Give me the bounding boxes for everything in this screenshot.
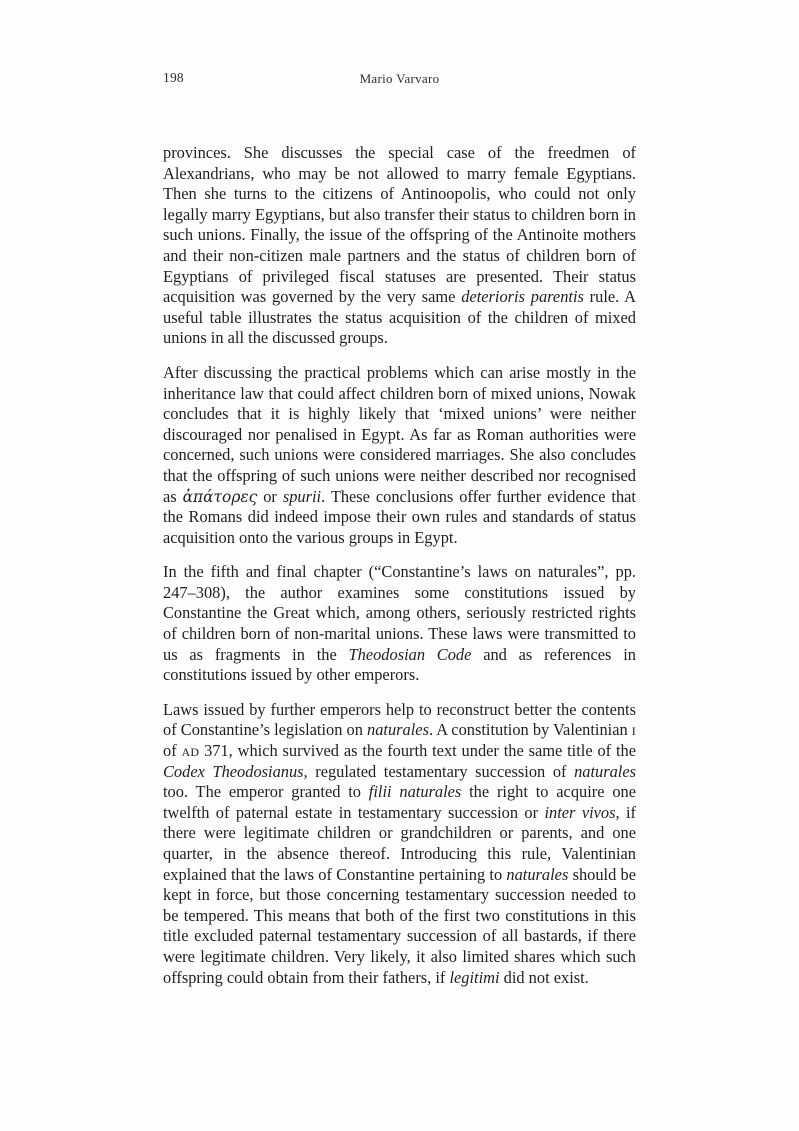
text-run: too. The emperor granted to [163,782,369,802]
paragraph [163,143,636,349]
text-run: provinces. She discusses the special case of the freedmen of Alexandrians, who may be not allowed to marry female Egyptians. Then she turns to the citizens of Antinoopolis, who could not only legally marry Egyptians, but also transfer their status to children born in such unions. Finally, the issue of the offspring of the Antinoite mothers and their non-citizen male partners and the status of children born of Egyptians of privileged fiscal statuses are presented. Their status acquisition was governed by the very same [163,143,636,307]
text-run: Laws issued by further emperors help to reconstruct better the contents of Constantine’s legislation on [163,699,636,740]
italic-term: Codex Theodosianus [163,761,304,781]
text-run: did not exist. [499,967,589,987]
text-run: the right to acquire one twelfth of paternal estate in testamentary succession or [163,782,636,822]
paragraph [163,562,636,686]
text-run: and as references in constitutions issued by other emperors. [163,644,636,685]
greek-term: ἀπάτορες [182,487,258,506]
text-run: , regulated testamentary succession of [303,761,575,781]
italic-term: spurii [282,486,322,506]
italic-term: naturales [367,720,429,740]
text-run: or [257,486,283,506]
running-head [163,70,636,90]
page-number: 198 [163,70,184,85]
paragraph [163,363,636,548]
italic-term: legitimi [449,967,500,987]
text-run: In the fifth and final chapter (“Constantine’s laws on naturales”, pp. 247–308), the author examines some constitutions issued by Constantine the Great which, among others, seriously restricted rights of children born of non-marital unions. These laws were transmitted to us as fragments in the [163,562,636,664]
text-run: , if there were legitimate children or grandchildren or parents, and one quarter, in the absence thereof. Introducing this rule, Valentinian explained that the laws of Constantine pertaining to [163,802,637,884]
text-run: After discussing the practical problems which can arise mostly in the inheritance law that could affect children born of mixed unions, Nowak concludes that it is highly likely that ‘mixed unions’ were neither discouraged nor penalised in Egypt. As far as Roman authorities were concerned, such unions were considered marriages. She also concludes that the offspring of such unions were neither described nor recognised as [163,362,636,506]
paragraph [163,700,636,988]
text-run: 371, which survived as the fourth text under the same title of the [199,741,636,761]
body-text-block [163,143,636,988]
text-run: . A constitution by Valentinian [428,720,632,740]
italic-term: Theodosian Code [348,644,472,664]
text-run: . These conclusions offer further evidence that the Romans did indeed impose their own rules and standards of status acquisition onto the various groups in Egypt. [163,486,636,547]
small-caps-term: ad [181,741,200,761]
text-run: of [163,741,182,761]
text-run: rule. A useful table illustrates the status acquisition of the children of mixed unions in all the discussed groups. [163,287,636,348]
italic-term: filii naturales [368,782,462,802]
italic-term: deterioris parentis [461,287,584,307]
italic-term: naturales [574,761,636,781]
italic-term: naturales [506,864,569,884]
small-caps-term: i [631,720,636,740]
text-run: should be kept in force, but those concerning testamentary succession needed to be tempered. This means that both of the first two constitutions in this title excluded paternal testamentary succession of all bastards, if there were legitimate children. Very likely, it also limited shares which such offspring could obtain from their fathers, if [163,864,636,987]
italic-term: inter vivos [544,802,616,822]
running-head-title: Mario Varvaro [359,71,440,86]
